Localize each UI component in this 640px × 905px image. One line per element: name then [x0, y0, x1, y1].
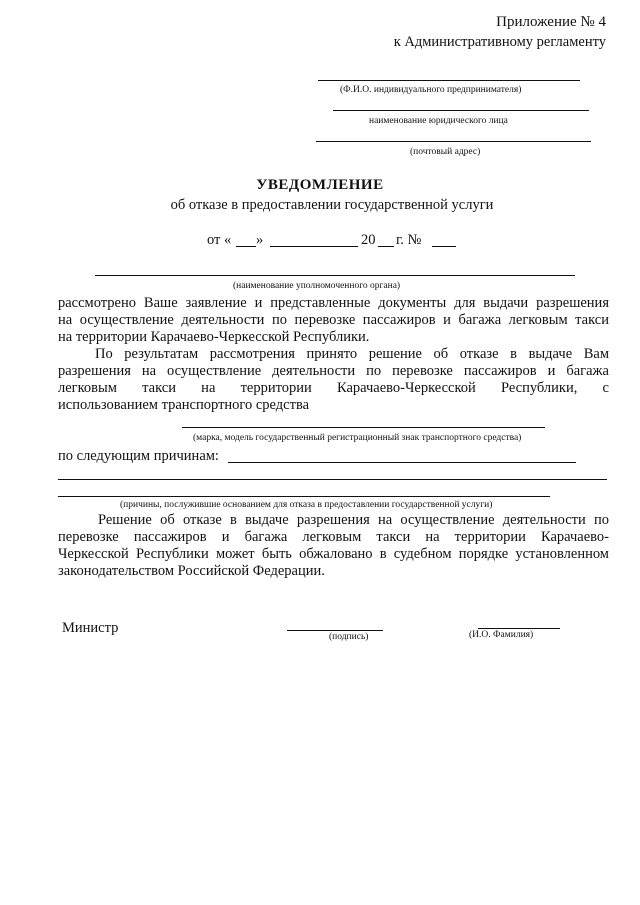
reasons-caption: (причины, послужившие основанием для отказа в предоставлении государственной услуги): [120, 500, 493, 510]
name-field-line[interactable]: [478, 628, 560, 629]
paragraph-review: рассмотрено Ваше заявление и представленные документы для выдачи разрешения на осуществление деятельности по перевозке пассажиров и багажа легковым такси на территории Карачаево-Черкесской Республики.: [58, 295, 609, 345]
authority-field-line[interactable]: [95, 275, 575, 276]
address-caption: (почтовый адрес): [410, 147, 481, 157]
date-day-close: »: [256, 232, 264, 248]
date-day-line[interactable]: [236, 246, 256, 247]
vehicle-field-line[interactable]: [182, 427, 545, 428]
signer-position: Министр: [62, 620, 119, 636]
document-title: УВЕДОМЛЕНИЕ: [256, 177, 384, 193]
fio-field-line[interactable]: [318, 80, 580, 81]
reasons-field-line-3[interactable]: [58, 496, 550, 497]
date-number-label: г. №: [396, 232, 422, 248]
date-month-line[interactable]: [270, 246, 358, 247]
reasons-field-line-1[interactable]: [228, 462, 576, 463]
reasons-label: по следующим причинам:: [58, 448, 219, 464]
appendix-label: Приложение № 4: [496, 14, 606, 30]
date-prefix: от «: [207, 232, 232, 248]
date-year-line[interactable]: [378, 246, 394, 247]
fio-caption: (Ф.И.О. индивидуального предпринимателя): [340, 85, 522, 95]
address-field-line[interactable]: [316, 141, 591, 142]
authority-caption: (наименование уполномоченного органа): [233, 281, 401, 291]
name-caption: (И.О. Фамилия): [469, 630, 534, 640]
vehicle-caption: (марка, модель государственный регистрационный знак транспортного средства): [193, 433, 522, 443]
regulation-reference: к Административному регламенту: [393, 34, 606, 50]
date-year-prefix: 20: [361, 232, 376, 248]
legal-entity-caption: наименование юридического лица: [369, 116, 508, 126]
signature-field-line[interactable]: [287, 630, 383, 631]
signature-caption: (подпись): [329, 632, 369, 642]
document-number-line[interactable]: [432, 246, 456, 247]
legal-entity-field-line[interactable]: [333, 110, 589, 111]
paragraph-decision: По результатам рассмотрения принято решение об отказе в выдаче Вам разрешения на осуществление деятельности по перевозке пассажиров и багажа легковым такси на территории Карачаево-Черкесской Республики, с использованием транспортного средства: [58, 346, 609, 413]
document-subtitle: об отказе в предоставлении государственной услуги: [170, 197, 494, 213]
reasons-field-line-2[interactable]: [58, 479, 607, 480]
paragraph-appeal: Решение об отказе в выдаче разрешения на осуществление деятельности по перевозке пассажиров и багажа легковым такси на территории Карачаево- Черкесской Республики может быть обжаловано в судебном порядке установленном законодательством Российской Федерации.: [58, 512, 609, 579]
